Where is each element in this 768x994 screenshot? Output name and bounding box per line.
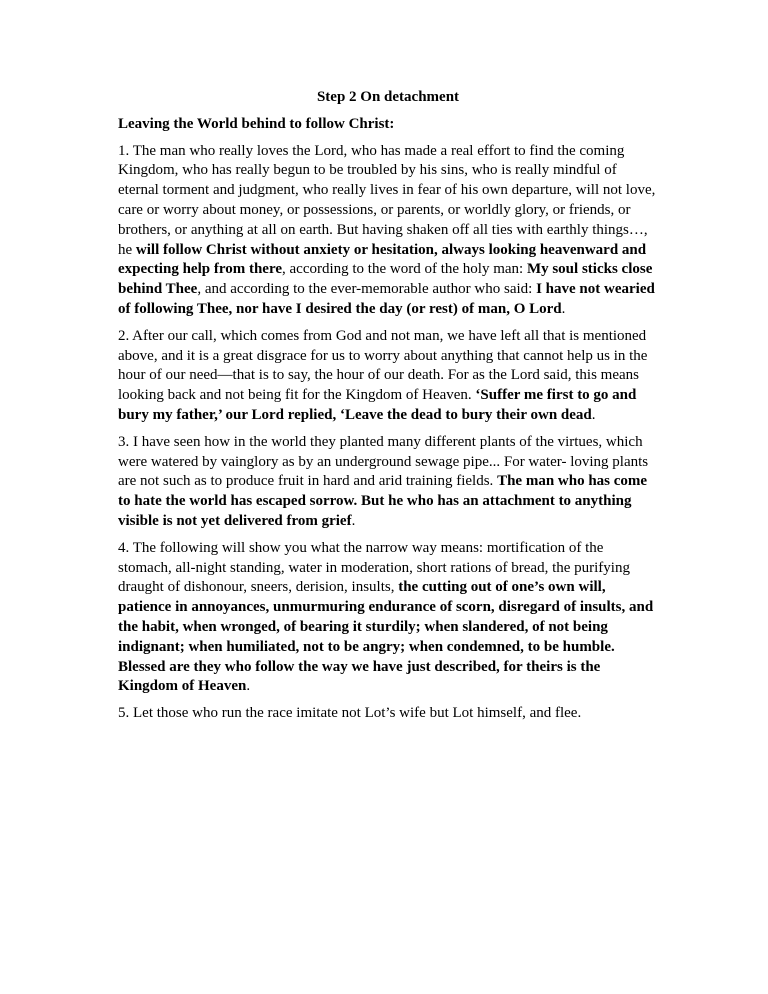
text-segment: 1. The man who really loves the Lord, who has made a real effort to find the coming Kingdom, who has really begun to be troubled by his sins, who is really mindful of eternal torment and judgment, who really lives in fear of his own departure, will not love, care or worry about money, or possessions, or parents, or worldly glory, or friends, or brothers, or anything at all on earth. But having shaken off all ties with earthly things…, he xyxy=(118,142,656,258)
document-page xyxy=(118,88,658,731)
paragraph-list xyxy=(118,142,658,724)
text-segment: 4. The following will show you what the narrow way means: mortification of the stomach, all-night standing, water in moderation, short rations of bread, the purifying draught of dishonour, sneers, derision, insults, xyxy=(118,539,630,596)
text-segment: , according to the word of the holy man: xyxy=(282,261,527,278)
text-segment: . xyxy=(591,406,596,423)
paragraph-5 xyxy=(118,704,658,724)
text-segment: , and according to the ever-memorable author who said: xyxy=(197,281,537,298)
text-segment: . xyxy=(351,512,356,529)
section-heading: Leaving the World behind to follow Christ: xyxy=(118,115,395,132)
bold-text-segment: the cutting out of one’s own will, patience in annoyances, unmurmuring endurance of scorn, disregard of insults, and the habit, when wronged, of bearing it sturdily; when slandered, of not being indignant; when humiliated, not to be angry; when condemned, to be humble. Blessed are they who follow the way we have just described, for theirs is the Kingdom of Heaven xyxy=(118,579,654,695)
paragraph-3 xyxy=(118,433,658,532)
bold-text-segment: The man who has come to hate the world has escaped sorrow. But he who has an attachment to anything visible is not yet delivered from grief xyxy=(118,473,648,529)
text-segment: . xyxy=(246,678,251,695)
paragraph-1 xyxy=(118,142,658,320)
bold-text-segment: My soul sticks close behind Thee xyxy=(118,261,653,298)
text-segment: 3. I have seen how in the world they planted many different plants of the virtues, which were watered by vainglory as by an underground sewage pipe... For water- loving plants are not such as to produce fruit in hard and arid training fields. xyxy=(118,433,649,490)
bold-text-segment: will follow Christ without anxiety or hesitation, always looking heavenward and expecting help from there xyxy=(118,241,647,278)
bold-text-segment: ‘Suffer me first to go and bury my father,’ our Lord replied, ‘Leave the dead to bury their own dead xyxy=(118,387,637,423)
document-title: Step 2 On detachment xyxy=(316,89,460,105)
paragraph-4 xyxy=(118,539,658,697)
text-segment: . xyxy=(561,300,566,317)
text-segment: 5. Let those who run the race imitate not Lot’s wife but Lot himself, and flee. xyxy=(118,705,582,722)
bold-text-segment: I have not wearied of following Thee, nor have I desired the day (or rest) of man, O Lord xyxy=(118,281,655,317)
text-segment: 2. After our call, which comes from God and not man, we have left all that is mentioned above, and it is a great disgrace for us to worry about anything that cannot help us in the hour of our need—that is to say, the hour of our death. For as the Lord said, this means looking back and not being fit for the Kingdom of Heaven. xyxy=(118,327,648,404)
paragraph-2 xyxy=(118,327,658,426)
